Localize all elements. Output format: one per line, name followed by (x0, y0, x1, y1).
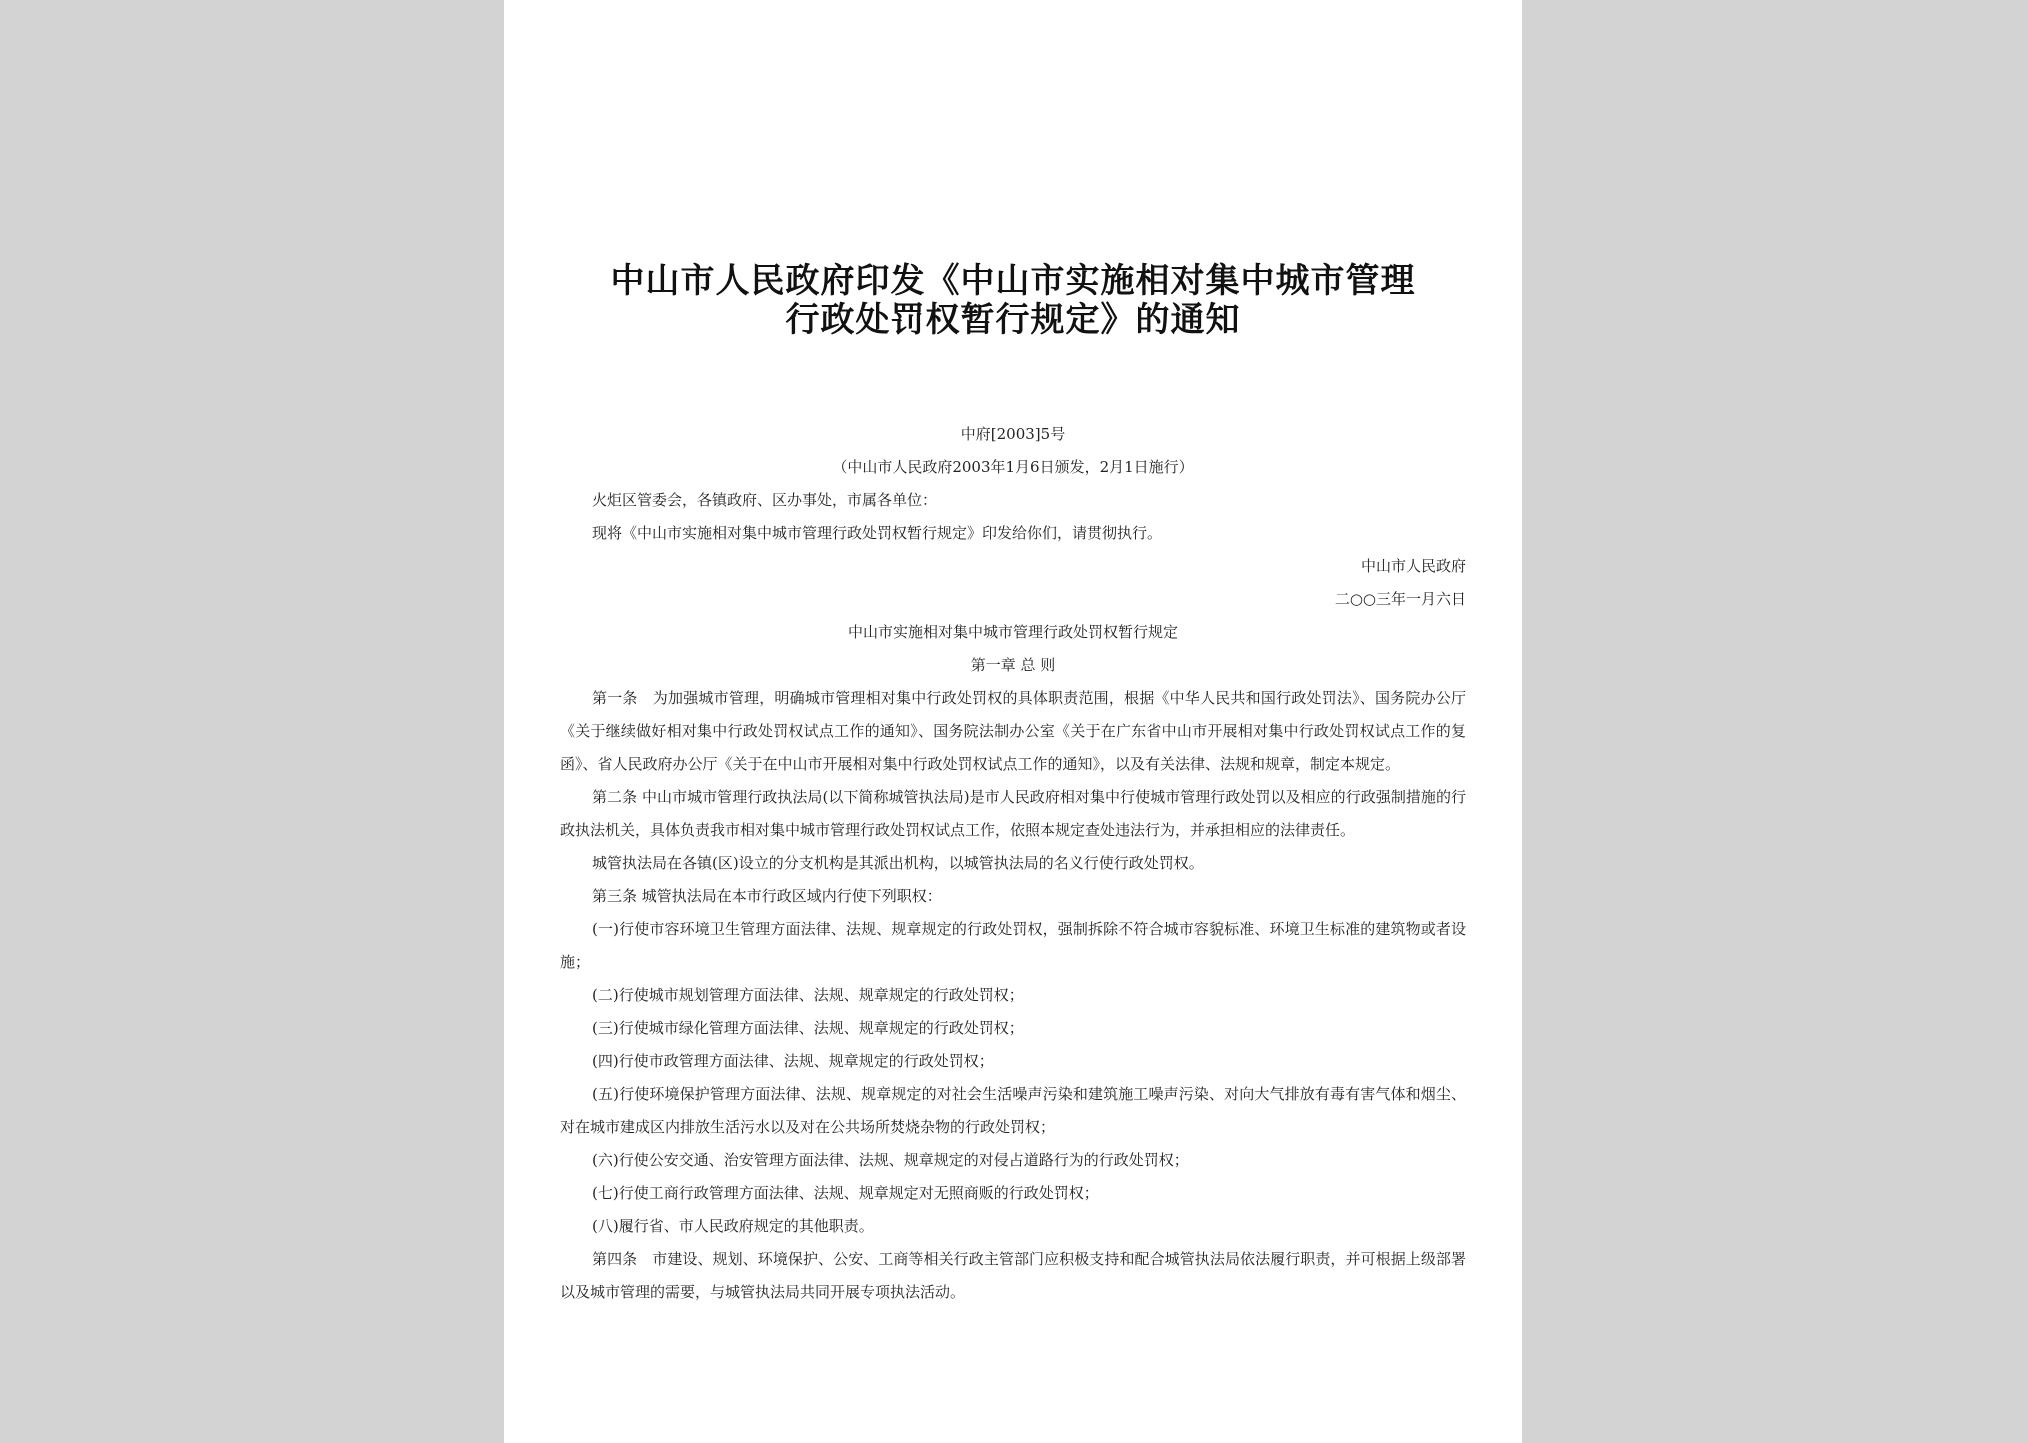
article-4: 第四条 市建设、规划、环境保护、公安、工商等相关行政主管部门应积极支持和配合城管执法局依法履行职责，并可根据上级部署以及城市管理的需要，与城管执法局共同开展专项执法活动。 (560, 1250, 1466, 1301)
article-3-item: (八)履行省、市人民政府规定的其他职责。 (592, 1217, 874, 1235)
title-line-1: 中山市人民政府印发《中山市实施相对集中城市管理 (610, 261, 1416, 301)
document-title (544, 262, 1482, 340)
signature-org: 中山市人民政府 (1360, 557, 1466, 575)
recipients: 火炬区管委会，各镇政府、区办事处，市属各单位： (592, 491, 938, 509)
article-1: 第一条 为加强城市管理，明确城市管理相对集中行政处罚权的具体职责范围，根据《中华人民共和国行政处罚法》、国务院办公厅《关于继续做好相对集中行政处罚权试点工作的通知》、国务院法制办公室《关于在广东省中山市开展相对集中行政处罚权试点工作的复函》、省人民政府办公厅《关于在中山市开展相对集中行政处罚权试点工作的通知》，以及有关法律、法规和规章，制定本规定。 (560, 689, 1466, 773)
article-3-item: (四)行使市政管理方面法律、法规、规章规定的行政处罚权； (592, 1052, 994, 1070)
article-3-item: (三)行使城市绿化管理方面法律、法规、规章规定的行政处罚权； (592, 1019, 1024, 1037)
document-page (504, 0, 1522, 1443)
article-2: 第二条 中山市城市管理行政执法局(以下简称城管执法局)是市人民政府相对集中行使城市管理行政处罚以及相应的行政强制措施的行政执法机关，具体负责我市相对集中城市管理行政处罚权试点工作，依照本规定查处违法行为，并承担相应的法律责任。 (560, 788, 1466, 839)
article-3-item: (一)行使市容环境卫生管理方面法律、法规、规章规定的行政处罚权，强制拆除不符合城市容貌标准、环境卫生标准的建筑物或者设施； (560, 920, 1466, 971)
regulation-title: 中山市实施相对集中城市管理行政处罚权暂行规定 (847, 623, 1178, 641)
article-3-intro: 第三条 城管执法局在本市行政区域内行使下列职权： (592, 887, 942, 905)
article-3-item: (七)行使工商行政管理方面法律、法规、规章规定对无照商贩的行政处罚权； (592, 1184, 1099, 1202)
article-3-item: (二)行使城市规划管理方面法律、法规、规章规定的行政处罚权； (592, 986, 1024, 1004)
article-3-item: (六)行使公安交通、治安管理方面法律、法规、规章规定的对侵占道路行为的行政处罚权； (592, 1151, 1189, 1169)
title-line-2: 行政处罚权暂行规定》的通知 (785, 300, 1241, 340)
chapter-title: 第一章 总 则 (970, 656, 1056, 674)
issued-note: （中山市人民政府2003年1月6日颁发，2月1日施行） (832, 458, 1194, 476)
article-2-para-2: 城管执法局在各镇(区)设立的分支机构是其派出机构，以城管执法局的名义行使行政处罚权。 (592, 854, 1204, 872)
notice-text: 现将《中山市实施相对集中城市管理行政处罚权暂行规定》印发给你们，请贯彻执行。 (592, 524, 1163, 542)
signature-date: 二○○三年一月六日 (1334, 590, 1466, 608)
article-3-item: (五)行使环境保护管理方面法律、法规、规章规定的对社会生活噪声污染和建筑施工噪声污染、对向大气排放有毒有害气体和烟尘、对在城市建成区内排放生活污水以及对在公共场所焚烧杂物的行政处罚权； (560, 1085, 1466, 1136)
document-body (560, 418, 1466, 1309)
doc-number: 中府[2003]5号 (960, 425, 1066, 443)
